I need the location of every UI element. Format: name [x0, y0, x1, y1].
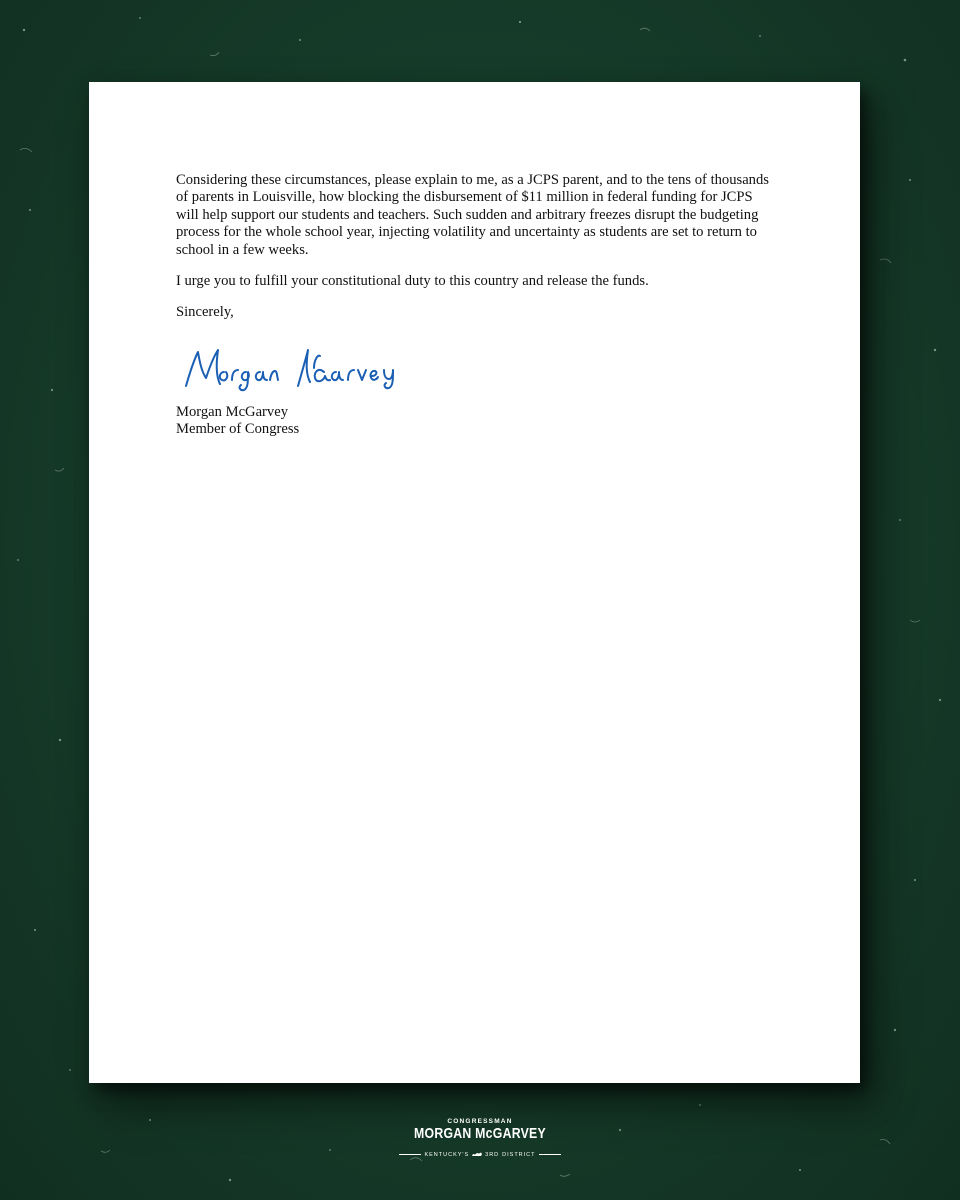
kentucky-state-icon	[472, 1152, 482, 1157]
logo-district-state: KENTUCKY'S	[424, 1151, 470, 1158]
signer-name: Morgan McGarvey	[176, 403, 288, 420]
logo-district-label: DISTRICT	[502, 1151, 536, 1158]
logo-top-text: CONGRESSMAN	[447, 1118, 513, 1125]
letter-paragraph: Considering these circumstances, please explain to me, as a JCPS parent, and to the tens of thousands of parents in Louisville, how blocking the disbursement of $11 million in federal funding for JCPS will help support our students and teachers. Such sudden and arbitrary freezes disrupt the budgeting process for the whole school year, injecting volatility and uncertainty as students are set to return to school in a few weeks.	[176, 172, 769, 258]
letter-paragraph: I urge you to fulfill your constitutional duty to this country and release the funds.	[176, 273, 649, 290]
handwritten-signature	[180, 342, 420, 398]
logo-district	[399, 1151, 560, 1159]
logo-district-number: 3RD	[485, 1151, 500, 1158]
signature-block	[176, 404, 776, 439]
letter-closing: Sincerely,	[176, 304, 234, 321]
logo-name: MORGAN McGARVEY	[414, 1125, 546, 1142]
signer-title: Member of Congress	[176, 421, 300, 438]
letter-body	[176, 172, 776, 439]
letter-page	[89, 82, 860, 1083]
logo-rule-left	[399, 1154, 421, 1155]
logo-rule-right	[539, 1154, 561, 1155]
congressman-logo	[0, 1118, 960, 1160]
